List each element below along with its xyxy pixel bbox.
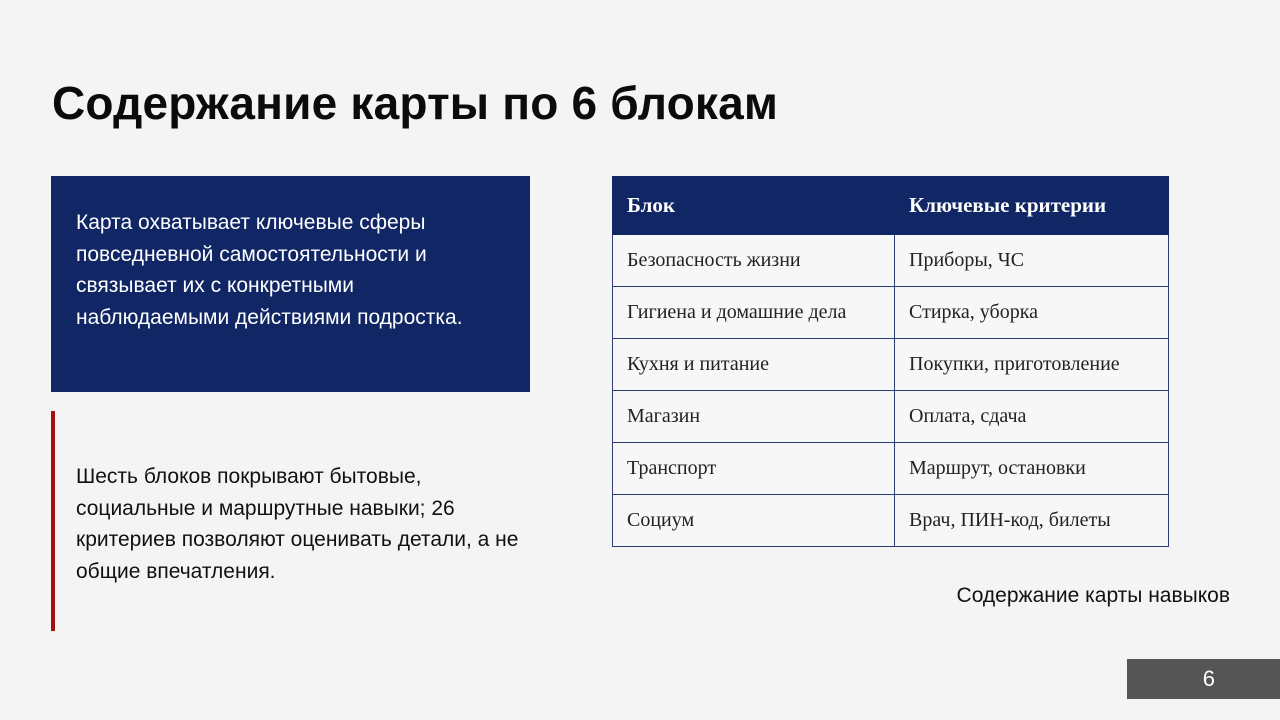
table-row	[613, 391, 1169, 443]
cell-block: Транспорт	[613, 443, 895, 495]
table-row	[613, 443, 1169, 495]
table-row	[613, 495, 1169, 547]
cell-criteria: Стирка, уборка	[895, 287, 1169, 339]
table-row	[613, 235, 1169, 287]
page-number: 6	[1202, 666, 1215, 691]
page-number-badge	[1127, 659, 1280, 699]
cell-block: Магазин	[613, 391, 895, 443]
table-header-row	[613, 177, 1169, 235]
table-caption: Содержание карты навыков	[956, 584, 1230, 607]
summary-box	[51, 176, 530, 392]
criteria-table	[612, 176, 1169, 547]
table-row	[613, 339, 1169, 391]
note-text: Шесть блоков покрывают бытовые, социальные и маршрутные навыки; 26 критериев позволяют оценивать детали, а не общие впечатления.	[76, 465, 519, 583]
cell-block: Кухня и питание	[613, 339, 895, 391]
accent-bar	[51, 411, 55, 631]
cell-criteria: Оплата, сдача	[895, 391, 1169, 443]
summary-text: Карта охватывает ключевые сферы повседневной самостоятельности и связывает их с конкретными наблюдаемыми действиями подростка.	[76, 211, 463, 329]
header-block: Блок	[613, 177, 895, 235]
slide-title: Содержание карты по 6 блокам	[52, 77, 779, 129]
cell-criteria: Маршрут, остановки	[895, 443, 1169, 495]
table-row	[613, 287, 1169, 339]
cell-criteria: Врач, ПИН-код, билеты	[895, 495, 1169, 547]
cell-criteria: Приборы, ЧС	[895, 235, 1169, 287]
cell-criteria: Покупки, приготовление	[895, 339, 1169, 391]
header-criteria: Ключевые критерии	[895, 177, 1169, 235]
cell-block: Гигиена и домашние дела	[613, 287, 895, 339]
cell-block: Безопасность жизни	[613, 235, 895, 287]
cell-block: Социум	[613, 495, 895, 547]
